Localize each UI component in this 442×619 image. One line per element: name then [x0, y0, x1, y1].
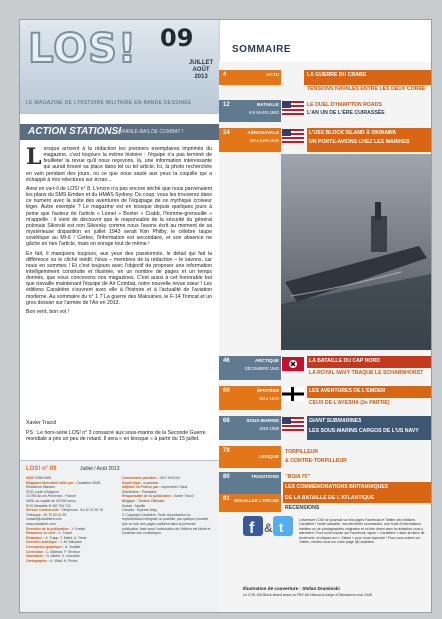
article-subtitle: LES SOUS-MARINS CARGOS DE L'US NAVY: [309, 428, 419, 434]
page-number: 68: [223, 418, 230, 424]
category-label: AÉRONAVALE: [247, 130, 279, 135]
article-subtitle: L'AN UN DE L'ÈRE CUIRASSÉE: [307, 110, 385, 116]
article-title: L'USS BLOCK ISLAND À OKINAWA: [309, 130, 397, 136]
editorial-paragraph: Bon vent, bon vol !: [26, 308, 69, 315]
credits-text: 13 090 Aix-en-Provence - France: [26, 494, 76, 499]
category-date: MAI-JUIN 1945: [250, 138, 279, 143]
category-label: ÉPOPÉES: [257, 388, 279, 393]
category-label: SOUS-MARINS: [246, 418, 279, 423]
date-month-2: AOÛT: [192, 67, 210, 73]
page-number-box: [219, 446, 281, 468]
credits-title: LOS! n° 09: [26, 466, 57, 472]
article-subtitle: & CONTRE-TORPILLEUR: [285, 458, 347, 464]
sommaire-item[interactable]: [219, 70, 431, 85]
credits-text: RCS Marseille B 452 794 742: [26, 503, 71, 508]
credits-text: A. Trapp, Y. Mahé, A. Theis: [45, 535, 87, 540]
category-date: 1916-1958: [258, 426, 279, 431]
credits-text: www.caraktere.com: [26, 521, 56, 526]
credits-label: Rédacteur en chef :: [26, 531, 59, 536]
credits-text: C. Malécot, P. Sirvieux: [46, 549, 81, 554]
page-number-box: [219, 472, 281, 494]
article-title: GIANT SUBMARINES: [309, 418, 362, 424]
credits-label: Illustration :: [26, 554, 47, 559]
credits-label: Magazine bimestriel édité par :: [26, 480, 77, 485]
page-number-box: [219, 100, 281, 122]
sommaire-header: [219, 20, 431, 62]
page-number: 12: [223, 102, 230, 108]
credits-text: Xavier Tracol: [173, 494, 194, 499]
sommaire-item[interactable]: [219, 416, 431, 440]
editorial-ps: PS : Le hors-série LOS! n° 3 consacré aux sous-marins de la Seconde Guerre mondiale a pris un peu de retard. Il sera « en kiosque » à partir du 15 juillet.: [26, 430, 206, 443]
credits-text: © Copyright Caraktère. Toute reproduction ou représentation intégrale ou partielle, par quelque procédé que ce soit, des pages publiées dans la présente publication, faite sans l'autorisation de l'éditeur est illicite et constitue une contrefaçon.: [122, 512, 211, 536]
credits-text: X. Tracol: [58, 531, 72, 536]
page-number-box: [219, 416, 281, 440]
us-flag-icon: [282, 101, 304, 115]
article-title: DE LA BATAILLE DE L'ATLANTIQUE: [285, 495, 375, 501]
page-number: 78: [223, 448, 230, 454]
editorial-paragraph: Ainsi en va-t-il de LOS! n° 8. L'encre n'a pas encore séché que nous parvenaient les plans du SMS Emden et du HMAS Sydney. Du coup, vous les trouverez dans ce numéro avec la suite des aventures de l'équipage de ce mythique croiseur léger. Autre exemple ? Le magazine est en kiosque depuis quelques jours à peine que l'auteur de l'article « Lionel » Boxter » Crabb, l'homme-grenouille » m'appelle : il vient de découvrir que le responsable de la sécurité du général polonais Sikorski est non Sikorsky comme nous l'avons écrit au moment de sa mystérieuse disparition en juillet 1943 serait Kim Philby, le célèbre taupe soviétique au MI-6 ! Certes, l'information est secondaire, et son absence ne gâche en rien l'article, mais on enrage tout de même !: [26, 185, 212, 248]
ship-illustration: [281, 154, 431, 350]
credits-text: N. Alberti, V. Léocadie: [46, 554, 80, 559]
credits-text: Télécopie : 09 70 63 31 99: [26, 512, 67, 517]
sommaire-item[interactable]: [219, 356, 431, 380]
tagline: LE MAGAZINE DE L'HISTOIRE MILITAIRE EN BANDE DESSINÉE: [26, 100, 192, 106]
credits-text: 3120, route d'Avignon: [26, 489, 59, 494]
credits-text: Canada : Express Mag: [122, 508, 157, 513]
issue-date: [186, 60, 216, 81]
svg-text:&: &: [264, 521, 273, 535]
page-number: 46: [223, 358, 230, 364]
masthead: [20, 20, 219, 114]
left-column: [20, 20, 219, 612]
credits-text: Caraktère SARL: [76, 480, 101, 485]
sommaire-item[interactable]: [219, 386, 431, 410]
article-title: "BOIA 70": [285, 474, 310, 480]
us-flag-icon: [282, 129, 304, 143]
magazine-page: [20, 20, 431, 612]
sommaire-item[interactable]: [219, 494, 431, 512]
page-number-box: [219, 70, 281, 85]
credits-text: Résidence Maunier: [26, 485, 56, 490]
page-number: 80: [223, 474, 230, 480]
article-subtitle: UN PORTE-AVIONS CHEZ LES MARINES: [309, 139, 410, 145]
credits-text: Imprimerie Chirat: [161, 485, 188, 490]
article-subtitle: LA ROYAL NAVY TRAQUE LE SCHARNHORST: [309, 370, 424, 376]
editorial-signature: Xavier Tracol: [26, 420, 57, 426]
article-title: LA BATAILLE DU CAP NORD: [309, 358, 380, 364]
date-year: 2013: [194, 74, 208, 80]
credits-text: 2258-0565: [34, 476, 52, 480]
social-text: L'aventure LOS! se poursuit sur les pages Facebook et Twitter des éditions Caraktère ! Notre actualité, nos dernières nouveautés, une foule d'informations inédites ou de photographies originales et un lien direct avec la rédaction vous y attendent. Pour nous trouver sur Facebook, tapez « Caraktère » dans la barre de recherche, et cliquez sur « J'aime » pour nous rejoindre ! Pour nous suivre sur Twitter, rendez-vous sur notre page @Caraktere.: [299, 518, 425, 545]
page-number-box: [219, 386, 281, 410]
sommaire-title: SOMMAIRE: [232, 44, 291, 55]
sommaire-item[interactable]: [219, 128, 431, 152]
issue-number: 09: [160, 24, 194, 52]
editorial-title: ACTION STATIONS!: [28, 126, 122, 137]
credits-label: Imprimé en France par :: [122, 485, 162, 490]
category-date: 8-9 MARS 1862: [249, 110, 279, 115]
category-date: DÉCEMBRE 1943: [244, 366, 279, 371]
page-number-box: [219, 128, 281, 152]
sommaire-item[interactable]: [219, 100, 431, 122]
editorial-paragraph-text: orsque arrivent à la rédaction les premiers exemplaires imprimés du magazine, c'est toujours la même histoire : l'équipe n'a pas terminé de feuilleter la revue qu'il nous reçevons, là, une information intéressante qui aurait trouvé sa place dans tel ou tel article. Ici, la photo recherchée en vain pendant des jours, ou ce que nous sauté aux yeux la coquille qui a échappé à nos relectures sur écran...: [26, 146, 212, 183]
credits-text: SARL au capital de 40 000 euros: [26, 498, 76, 503]
credits-label: Directeur de la publication :: [26, 526, 72, 531]
credits-line: [26, 559, 116, 564]
credits-line: [122, 513, 212, 536]
german-imperial-flag-icon: [282, 387, 304, 401]
credits-text: Suisse : Naville: [122, 503, 146, 508]
page-number: 81: [223, 496, 230, 502]
credits-label: Responsable de la publication :: [122, 494, 174, 499]
article-subtitle: RECENSIONS: [285, 505, 320, 511]
svg-text:f: f: [249, 520, 255, 537]
article-title: TORPILLEUR: [285, 449, 319, 455]
article-subtitle: CEUX DE L'AYESHA (2e PARTIE): [309, 400, 390, 406]
credits-date: Juillet / Août 2013: [80, 466, 120, 472]
credits-label: Commission paritaire :: [122, 476, 160, 480]
article-title: LE DUEL D'HAMPTON ROADS: [307, 102, 382, 108]
right-column: [219, 20, 431, 612]
category-label: MOUILLEZ L'ENCRE: [234, 498, 279, 503]
article-title: LA GUERRE DU CRABE: [307, 72, 367, 78]
us-flag-icon: [282, 417, 304, 431]
credits-text: Téléphone : 04 42 21 06 76: [61, 508, 103, 513]
page-number: 60: [223, 388, 230, 394]
category-label: LEXIQUE: [258, 454, 279, 459]
article-subtitle: TENSIONS NAVALES ENTRE LES DEUX CORÉE: [307, 86, 426, 92]
sommaire-item-subtitle: [219, 85, 431, 95]
credits-text: à parution: [143, 480, 159, 485]
logo: LOS!: [28, 26, 138, 72]
page-number: 24: [223, 130, 230, 136]
article-title: LES AVENTURES DE L'EMDEN: [309, 388, 386, 394]
category-label: ARCTIQUE: [255, 358, 279, 363]
cover-credit-title: Illustration de couverture : Stefan Draminski: [243, 586, 340, 591]
editorial-body: [26, 146, 212, 318]
credits-text: contact@caraktere.com: [26, 517, 62, 522]
date-month-1: JUILLET: [188, 60, 214, 66]
credits-label: Direction artistique :: [26, 540, 60, 545]
page-number-box: [219, 494, 281, 512]
editorial-paragraph: [26, 146, 212, 183]
credits-label: Correction :: [26, 549, 47, 554]
editorial-subtitle: BRANLE-BAS DE COMBAT !: [118, 129, 184, 135]
category-date: 1914-1915: [258, 396, 279, 401]
credits-text: A. Vuaillat: [65, 544, 81, 549]
credits-text: Distribution : Presstalis: [122, 489, 157, 494]
page-number-box: [219, 356, 281, 380]
credits-text: 0417 K91134: [159, 476, 180, 480]
page-number: 4: [223, 72, 227, 78]
cover-credit-text: Le CVE-106 Block Island lance un PBY-5A Hellcat au large d'Okinawa en mai 1945.: [243, 593, 373, 597]
credits-text: A. Vidal, N. Pichot: [50, 558, 78, 563]
credits-text: Y. Kadari: [71, 526, 86, 531]
category-label: BATAILLE: [256, 102, 279, 107]
facebook-twitter-icons[interactable]: [243, 516, 293, 540]
credits-text: Belgique : Tondeur Diffusion: [122, 498, 165, 503]
credits-label: Cartographie :: [26, 558, 51, 563]
aircraft-carrier-photo: [281, 154, 431, 350]
category-label: ACTU: [266, 72, 279, 77]
credits-label: Service Commercial :: [26, 508, 62, 513]
credits-column-2: [122, 476, 212, 536]
credits-label: ISSN: [26, 476, 35, 480]
credits-label: Rédaction :: [26, 535, 46, 540]
credits-column-1: [26, 476, 116, 563]
editorial-paragraph: En fait, il manquera toujours, aux yeux des passionnés, le détail qui fait la différence ou le cliché inédit. Nous – membres de la rédaction – le savons, car nous en sommes ! Et c'est toujours avec l'objectif de proposer une information intelligemment construite et illustrée, en un nombre de pages et un temps donnés, que nous concevons nos magazines. C'est aussi à cet honorable but que travaille maintenant l'équipe de Air Combat, notre nouvelle revue sœur ! Les éditions Caraktère s'ouvrent avec elle à l'histoire et à l'actualité de l'aviation moderne. Au sommaire du n° 1 ? La guerre des Malouines, le F-14 Tomcat et un gros dossier sur l'armée de l'Air en 2013.: [26, 250, 212, 306]
drop-cap: L: [26, 144, 42, 170]
credits-text: J.-M. Salvador: [59, 540, 82, 545]
category-label: TRADITIONS: [250, 474, 279, 479]
german-naval-flag-icon: [282, 357, 304, 371]
credits-label: Conception graphique :: [26, 544, 65, 549]
credits-label: Dépôt légal :: [122, 480, 144, 485]
sommaire-item[interactable]: [219, 472, 431, 494]
sommaire-item[interactable]: [219, 446, 431, 468]
svg-text:t: t: [279, 520, 284, 535]
article-subtitle: LES COMMÉMORATIONS BRITANNIQUES: [285, 484, 389, 490]
